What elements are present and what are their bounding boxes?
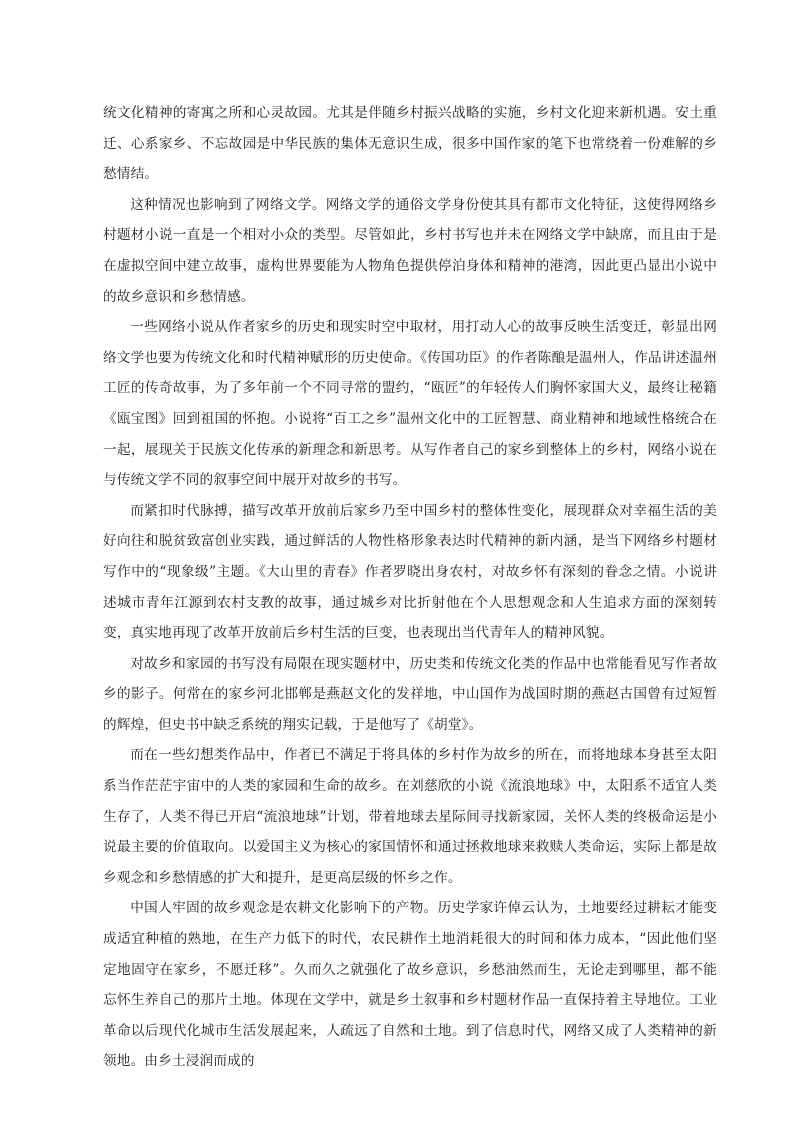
paragraph: 对故乡和家园的书写没有局限在现实题材中，历史类和传统文化类的作品中也常能看见写作者故乡的影子。何常在的家乡河北邯郸是燕赵文化的发祥地，中山国作为战国时期的燕赵古国曾有过短暂的辉煌，但史书中缺乏系统的翔实记载，于是他写了《胡堂》。 (103, 655, 717, 733)
paragraph: 而在一些幻想类作品中，作者已不满足于将具体的乡村作为故乡的所在，而将地球本身甚至太阳系当作茫茫宇宙中的人类的家园和生命的故乡。在刘慈欣的小说《流浪地球》中，太阳系不适宜人类生存了，人类不得已开启“流浪地球”计划，带着地球去星际间寻找新家园，关怀人类的终极命运是小说最主要的价值取向。以爱国主义为核心的家国情怀和通过拯救地球来救赎人类命运，实际上都是故乡观念和乡愁情感的扩大和提升，是更高层级的怀乡之作。 (103, 747, 717, 886)
paragraph: 一些网络小说从作者家乡的历史和现实时空中取材，用打动人心的故事反映生活变迁，彰显出网络文学也要为传统文化和时代精神赋形的历史使命。《传国功臣》的作者陈酿是温州人，作品讲述温州工匠的传奇故事，为了多年前一个不同寻常的盟约，“瓯匠”的年轻传人们胸怀家国大义，最终让秘籍《瓯宝图》回到祖国的怀抱。小说将“百工之乡”温州文化中的工匠智慧、商业精神和地域性格统合在一起，展现关于民族文化传承的新理念和新思考。从写作者自己的家乡到整体上的乡村，网络小说在与传统文学不同的叙事空间中展开对故乡的书写。 (103, 319, 717, 489)
paragraph-continuation: 统文化精神的寄寓之所和心灵故园。尤其是伴随乡村振兴战略的实施，乡村文化迎来新机遇。安土重迁、心系家乡、不忘故园是中华民族的集体无意识生成，很多中国作家的笔下也常绕着一份难解的乡愁情结。 (103, 105, 717, 183)
paragraph: 而紧扣时代脉搏，描写改革开放前后家乡乃至中国乡村的整体性变化，展现群众对幸福生活的美好向往和脱贫致富创业实践，通过鲜活的人物性格形象表达时代精神的新内涵，是当下网络乡村题材写作中的“现象级”主题。《大山里的青春》作者罗晓出身农村，对故乡怀有深刻的眷念之情。小说讲述城市青年江源到农村支教的故事，通过城乡对比折射他在个人思想观念和人生追求方面的深刻转变，真实地再现了改革开放前后乡村生活的巨变，也表现出当代青年人的精神风貌。 (103, 502, 717, 642)
paragraph: 中国人牢固的故乡观念是农耕文化影响下的产物。历史学家许倬云认为，土地要经过耕耘才能变成适宜种植的熟地，在生产力低下的时代，农民耕作土地消耗很大的时间和体力成本，“因此他们坚定地固守在家乡，不愿迁移”。久而久之就强化了故乡意识，乡愁油然而生，无论走到哪里，都不能忘怀生养自己的那片土地。体现在文学中，就是乡土叙事和乡村题材作品一直保持着主导地位。工业革命以后现代化城市生活发展起来，人疏远了自然和土地。到了信息时代，网络又成了人类精神的新领地。由乡土浸润而成的 (103, 900, 717, 1070)
article-body (103, 98, 717, 1077)
paragraph: 这种情况也影响到了网络文学。网络文学的通俗文学身份使其具有都市文化特征，这使得网络乡村题材小说一直是一个相对小众的类型。尽管如此，乡村书写也并未在网络文学中缺席，而且由于是在虚拟空间中建立故事，虚构世界要能为人物角色提供停泊身体和精神的港湾，因此更凸显出小说中的故乡意识和乡愁情感。 (103, 196, 717, 305)
